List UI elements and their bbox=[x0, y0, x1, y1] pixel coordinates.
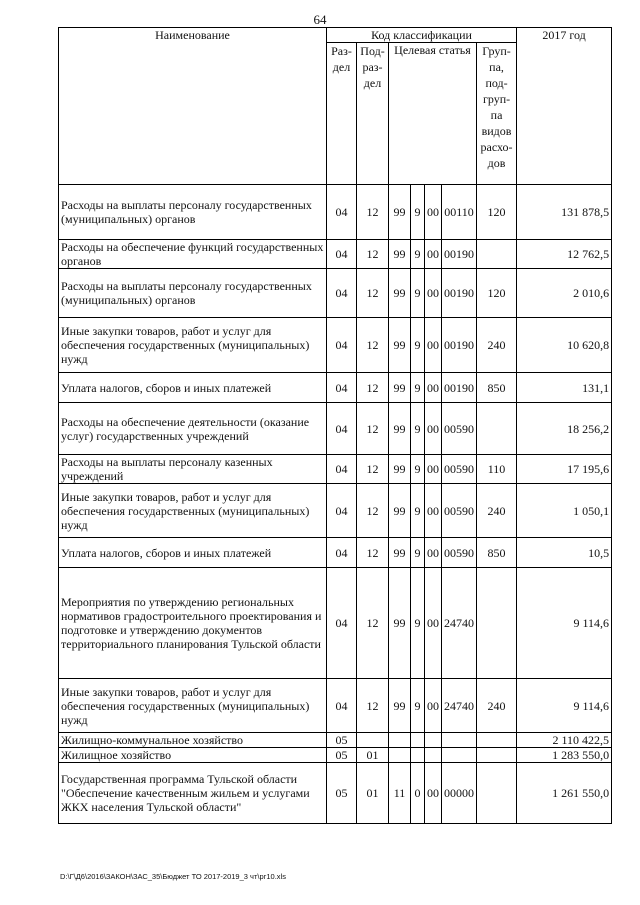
header-target: Целевая статья bbox=[389, 43, 477, 185]
header-year: 2017 год bbox=[517, 28, 612, 185]
row-target-code: 00590 bbox=[442, 484, 477, 538]
row-target-code: 00190 bbox=[442, 373, 477, 403]
row-subsection: 12 bbox=[357, 403, 389, 455]
row-target-program bbox=[389, 748, 411, 763]
page-number: 64 bbox=[313, 12, 327, 27]
row-amount: 10 620,8 bbox=[517, 318, 612, 373]
row-name: Иные закупки товаров, работ и услуг для обеспечения государственных (муниципальных) нужд bbox=[59, 318, 327, 373]
row-name: Расходы на обеспечение функций государственных органов bbox=[59, 240, 327, 269]
row-name: Расходы на обеспечение деятельности (оказание услуг) государственных учреждений bbox=[59, 403, 327, 455]
row-target-program: 99 bbox=[389, 568, 411, 679]
row-target-program: 99 bbox=[389, 269, 411, 318]
row-target-program: 99 bbox=[389, 185, 411, 240]
row-expense-group: 120 bbox=[477, 269, 517, 318]
table-row bbox=[59, 318, 612, 373]
row-target-direction: 00 bbox=[425, 373, 442, 403]
table-row bbox=[59, 538, 612, 568]
footer-file-path: D:\Г\Д6\2016\ЗАКОН\ЗАС_35\Бюджет ТО 2017-2019_3 чт\рг10.xls bbox=[60, 872, 286, 881]
row-expense-group: 850 bbox=[477, 373, 517, 403]
row-section: 05 bbox=[327, 763, 357, 824]
row-name: Жилищное хозяйство bbox=[59, 748, 327, 763]
row-target-program: 99 bbox=[389, 403, 411, 455]
row-target-direction: 00 bbox=[425, 484, 442, 538]
table-row bbox=[59, 240, 612, 269]
row-expense-group bbox=[477, 748, 517, 763]
row-name: Мероприятия по утверждению региональных нормативов градостроительного проектирования и подготовке и утверждению документов территориального планирования Тульской области bbox=[59, 568, 327, 679]
table-row bbox=[59, 733, 612, 748]
row-amount: 1 261 550,0 bbox=[517, 763, 612, 824]
row-subsection: 12 bbox=[357, 318, 389, 373]
row-amount: 2 110 422,5 bbox=[517, 733, 612, 748]
row-subsection: 12 bbox=[357, 455, 389, 484]
row-section: 04 bbox=[327, 373, 357, 403]
row-target-direction: 00 bbox=[425, 679, 442, 733]
header-subsection: Под- раз- дел bbox=[357, 43, 389, 185]
row-expense-group bbox=[477, 568, 517, 679]
row-target-subprogram bbox=[411, 748, 425, 763]
row-target-subprogram: 9 bbox=[411, 318, 425, 373]
row-name: Иные закупки товаров, работ и услуг для обеспечения государственных (муниципальных) нужд bbox=[59, 679, 327, 733]
table-row bbox=[59, 269, 612, 318]
row-subsection: 12 bbox=[357, 679, 389, 733]
row-target-code: 24740 bbox=[442, 568, 477, 679]
row-amount: 18 256,2 bbox=[517, 403, 612, 455]
row-section: 04 bbox=[327, 240, 357, 269]
row-section: 04 bbox=[327, 318, 357, 373]
row-target-program: 99 bbox=[389, 679, 411, 733]
table-row bbox=[59, 373, 612, 403]
table-body bbox=[59, 185, 612, 824]
row-section: 04 bbox=[327, 455, 357, 484]
row-section: 05 bbox=[327, 733, 357, 748]
row-target-subprogram: 9 bbox=[411, 538, 425, 568]
row-subsection: 01 bbox=[357, 748, 389, 763]
row-target-subprogram: 9 bbox=[411, 484, 425, 538]
header-section: Раз- дел bbox=[327, 43, 357, 185]
row-target-code: 00590 bbox=[442, 455, 477, 484]
row-expense-group: 120 bbox=[477, 185, 517, 240]
row-subsection: 12 bbox=[357, 484, 389, 538]
row-subsection: 01 bbox=[357, 763, 389, 824]
row-target-direction bbox=[425, 733, 442, 748]
row-subsection: 12 bbox=[357, 538, 389, 568]
row-subsection: 12 bbox=[357, 185, 389, 240]
row-amount: 131,1 bbox=[517, 373, 612, 403]
row-target-code bbox=[442, 733, 477, 748]
row-target-program: 99 bbox=[389, 455, 411, 484]
row-target-code: 00110 bbox=[442, 185, 477, 240]
row-expense-group bbox=[477, 733, 517, 748]
table-row bbox=[59, 679, 612, 733]
row-target-subprogram: 9 bbox=[411, 455, 425, 484]
row-target-program: 99 bbox=[389, 240, 411, 269]
row-target-subprogram: 9 bbox=[411, 568, 425, 679]
row-target-program: 99 bbox=[389, 538, 411, 568]
row-target-code: 00190 bbox=[442, 318, 477, 373]
header-code-group: Код классификации bbox=[327, 28, 517, 43]
table-header bbox=[59, 28, 612, 185]
row-name: Уплата налогов, сборов и иных платежей bbox=[59, 373, 327, 403]
row-section: 04 bbox=[327, 538, 357, 568]
row-amount: 131 878,5 bbox=[517, 185, 612, 240]
row-subsection: 12 bbox=[357, 240, 389, 269]
table-row bbox=[59, 568, 612, 679]
row-amount: 1 050,1 bbox=[517, 484, 612, 538]
row-expense-group: 110 bbox=[477, 455, 517, 484]
row-amount: 1 283 550,0 bbox=[517, 748, 612, 763]
row-target-subprogram: 9 bbox=[411, 373, 425, 403]
row-amount: 12 762,5 bbox=[517, 240, 612, 269]
row-target-program: 99 bbox=[389, 373, 411, 403]
row-target-subprogram: 9 bbox=[411, 269, 425, 318]
table-row bbox=[59, 403, 612, 455]
row-target-direction: 00 bbox=[425, 269, 442, 318]
row-target-subprogram: 0 bbox=[411, 763, 425, 824]
row-target-direction: 00 bbox=[425, 568, 442, 679]
row-target-code: 24740 bbox=[442, 679, 477, 733]
row-target-direction: 00 bbox=[425, 538, 442, 568]
row-target-direction: 00 bbox=[425, 455, 442, 484]
row-target-direction: 00 bbox=[425, 240, 442, 269]
row-target-code: 00190 bbox=[442, 240, 477, 269]
row-expense-group bbox=[477, 763, 517, 824]
row-target-program: 11 bbox=[389, 763, 411, 824]
row-target-code: 00590 bbox=[442, 403, 477, 455]
table-row bbox=[59, 763, 612, 824]
row-expense-group: 240 bbox=[477, 318, 517, 373]
row-name: Расходы на выплаты персоналу государственных (муниципальных) органов bbox=[59, 185, 327, 240]
row-target-direction: 00 bbox=[425, 185, 442, 240]
row-name: Иные закупки товаров, работ и услуг для обеспечения государственных (муниципальных) нужд bbox=[59, 484, 327, 538]
row-subsection: 12 bbox=[357, 373, 389, 403]
row-name: Государственная программа Тульской области "Обеспечение качественным жильем и услугами ЖКХ населения Тульской области" bbox=[59, 763, 327, 824]
row-subsection: 12 bbox=[357, 568, 389, 679]
header-expense-group: Груп- па, под- груп- па видов расхо- дов bbox=[477, 43, 517, 185]
table-row bbox=[59, 185, 612, 240]
row-target-subprogram: 9 bbox=[411, 240, 425, 269]
row-expense-group: 240 bbox=[477, 679, 517, 733]
row-target-program: 99 bbox=[389, 484, 411, 538]
row-section: 04 bbox=[327, 679, 357, 733]
row-amount: 9 114,6 bbox=[517, 568, 612, 679]
row-section: 04 bbox=[327, 403, 357, 455]
row-target-code bbox=[442, 748, 477, 763]
row-target-direction: 00 bbox=[425, 318, 442, 373]
row-name: Уплата налогов, сборов и иных платежей bbox=[59, 538, 327, 568]
header-name: Наименование bbox=[59, 28, 327, 185]
row-expense-group: 850 bbox=[477, 538, 517, 568]
row-amount: 2 010,6 bbox=[517, 269, 612, 318]
row-amount: 9 114,6 bbox=[517, 679, 612, 733]
row-target-subprogram: 9 bbox=[411, 403, 425, 455]
row-target-program bbox=[389, 733, 411, 748]
row-expense-group bbox=[477, 240, 517, 269]
row-section: 04 bbox=[327, 185, 357, 240]
row-expense-group bbox=[477, 403, 517, 455]
row-target-subprogram: 9 bbox=[411, 679, 425, 733]
row-target-code: 00000 bbox=[442, 763, 477, 824]
row-section: 04 bbox=[327, 269, 357, 318]
row-name: Жилищно-коммунальное хозяйство bbox=[59, 733, 327, 748]
table-row bbox=[59, 455, 612, 484]
table-row bbox=[59, 484, 612, 538]
budget-table bbox=[58, 27, 612, 824]
row-target-direction: 00 bbox=[425, 403, 442, 455]
row-amount: 10,5 bbox=[517, 538, 612, 568]
row-target-direction: 00 bbox=[425, 763, 442, 824]
row-subsection bbox=[357, 733, 389, 748]
row-target-subprogram bbox=[411, 733, 425, 748]
row-section: 05 bbox=[327, 748, 357, 763]
row-target-code: 00590 bbox=[442, 538, 477, 568]
row-target-subprogram: 9 bbox=[411, 185, 425, 240]
row-section: 04 bbox=[327, 484, 357, 538]
table-row bbox=[59, 748, 612, 763]
row-target-code: 00190 bbox=[442, 269, 477, 318]
row-name: Расходы на выплаты персоналу казенных учреждений bbox=[59, 455, 327, 484]
row-subsection: 12 bbox=[357, 269, 389, 318]
row-target-program: 99 bbox=[389, 318, 411, 373]
row-target-direction bbox=[425, 748, 442, 763]
row-section: 04 bbox=[327, 568, 357, 679]
row-amount: 17 195,6 bbox=[517, 455, 612, 484]
row-expense-group: 240 bbox=[477, 484, 517, 538]
row-name: Расходы на выплаты персоналу государственных (муниципальных) органов bbox=[59, 269, 327, 318]
